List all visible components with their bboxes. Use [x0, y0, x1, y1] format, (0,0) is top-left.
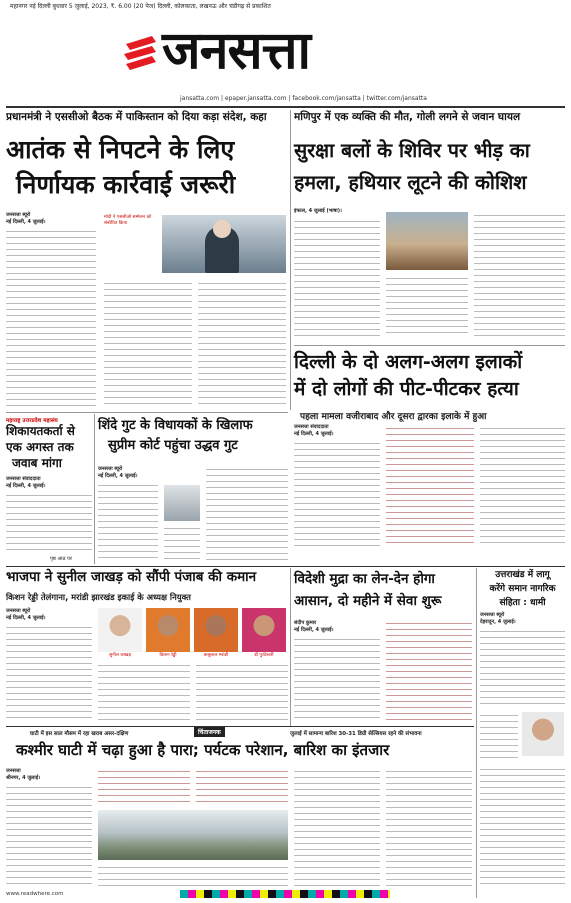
kashmir-tag: चिंताजनक: [194, 727, 225, 737]
epaper-link[interactable]: epaper.jansatta.com: [224, 95, 287, 102]
lead-headline-2: निर्णायक कार्रवाई जरूरी: [16, 170, 236, 199]
mid-rule: [6, 566, 565, 567]
bjp-divider: [290, 568, 291, 726]
registration-marks: [180, 890, 390, 898]
wrestlers-headline-1: शिकायतकर्ता से: [6, 424, 75, 438]
caption-jakhar: सुनील जाखड़: [109, 653, 131, 658]
uttarakhand-headline-2: करेंगे समान नागरिक: [489, 584, 556, 594]
uttarakhand-byline: जनसत्ता ब्यूरो देहरादून, 4 जुलाई।: [480, 612, 516, 625]
kashmir-body: [6, 784, 92, 886]
kashmir-body-3: [196, 768, 288, 806]
facebook-link[interactable]: facebook.com/jansatta: [292, 95, 361, 102]
logo-emblem: [122, 34, 160, 78]
supreme-court-photo: [164, 485, 200, 521]
twitter-link[interactable]: twitter.com/jansatta: [366, 95, 427, 102]
lead-byline: जनसत्ता ब्यूरो नई दिल्ली, 4 जुलाई।: [6, 212, 46, 225]
wrestlers-headline-2: एक अगस्त तक: [6, 440, 74, 454]
manipur-body: [294, 218, 380, 338]
masthead-rule: [6, 106, 565, 108]
manipur-byline: इंफाल, 4 जुलाई (भाषा)।: [294, 208, 342, 214]
shinde-headline-1: शिंदे गुट के विधायकों के खिलाफ: [98, 418, 253, 433]
wrestlers-byline: जनसत्ता संवाददाता नई दिल्ली, 4 जुलाई।: [6, 476, 46, 489]
currency-byline: संदीप कुमार नई दिल्ली, 4 जुलाई।: [294, 620, 334, 633]
wrestlers-kicker: महाराष्ट्र उत्तरप्रदेश महासंघ: [6, 418, 58, 424]
bjp-subhead: किशन रेड्डी तेलंगाना, मरांडी झारखंड इकाई के अध्यक्ष नियुक्त: [6, 592, 191, 602]
caption-purandeswari: डी पुरंदेश्वरी: [254, 653, 274, 658]
wrestlers-headline-3: जवाब मांगा: [12, 456, 62, 470]
shinde-byline: जनसत्ता ब्यूरो नई दिल्ली, 4 जुलाई।: [98, 466, 138, 479]
uttarakhand-body: [480, 628, 565, 708]
bjp-body-3: [196, 662, 288, 720]
pm-face-icon: [213, 220, 231, 238]
kashmir-strap-left: घाटी में इस साल मौसम में रहा खराब असर-दक्षिण: [30, 731, 129, 737]
manipur-photo: [386, 212, 468, 270]
bjp-body: [6, 624, 92, 720]
delhi-headline-1: दिल्ली के दो अलग-अलग इलाकों: [294, 351, 523, 373]
wrestlers-divider: [94, 414, 95, 564]
lead-body-2: [104, 280, 192, 408]
bjp-body-2: [98, 662, 190, 720]
delhi-headline-2: में दो लोगों की पीट-पीटकर हत्या: [294, 378, 519, 400]
shinde-body: [98, 482, 158, 562]
currency-headline-2: आसान, दो महीने में सेवा शुरू: [294, 593, 442, 609]
lead-photo-caption: मोदी ने एससीओ सम्मेलन को संबोधित किया: [104, 215, 152, 226]
caption-marandi: बाबूलाल मरांडी: [203, 653, 229, 658]
delhi-body-3: [480, 425, 565, 548]
kashmir-headline: कश्मीर घाटी में चढ़ा हुआ है पारा; पर्यटक परेशान, बारिश का इंतजार: [16, 741, 390, 759]
delhi-body-2: [386, 425, 474, 548]
currency-body: [294, 636, 380, 722]
uttarakhand-divider: [476, 568, 477, 898]
masthead-logo: जनसत्ता: [162, 20, 310, 81]
delhi-body: [294, 440, 380, 548]
kashmir-strap-right: जुलाई में सामान्य बारिश 30-31 डिग्री सेल्सियस रहने की संभावना: [290, 731, 422, 737]
manipur-headline-2: हमला, हथियार लूटने की कोशिश: [294, 171, 527, 194]
manipur-body-2: [386, 275, 468, 338]
uttarakhand-headline-1: उत्तराखंड में लागू: [495, 570, 550, 580]
kashmir-body-6: [386, 768, 472, 886]
column-divider: [290, 110, 291, 410]
currency-body-2: [386, 620, 472, 722]
lead-kicker: प्रधानमंत्री ने एससीओ बैठक में पाकिस्तान को दिया कड़ा संदेश, कहा: [6, 111, 267, 123]
kashmir-rule: [6, 726, 474, 727]
currency-headline-1: विदेशी मुद्रा का लेन-देन होगा: [294, 571, 435, 587]
lead-headline-1: आतंक से निपटने के लिए: [6, 135, 235, 164]
lead-body: [6, 228, 96, 408]
portrait-reddy: [146, 608, 190, 652]
manipur-headline-1: सुरक्षा बलों के शिविर पर भीड़ का: [294, 139, 530, 162]
uttarakhand-body-3: [480, 766, 565, 886]
site-link[interactable]: jansatta.com: [180, 95, 220, 102]
kashmir-body-2: [98, 768, 190, 806]
dateline: महानगर नई दिल्ली बुधवार 5 जुलाई, 2023, ₹. 6.00 (20 पेज) दिल्ली, कोलकाता, लखनऊ और चंडीगढ़ से प्रकाशित: [10, 3, 271, 10]
kashmir-byline: जनसत्ता श्रीनगर, 4 जुलाई।: [6, 768, 41, 781]
manipur-body-3: [474, 212, 565, 338]
caption-reddy: किशन रेड्डी: [159, 653, 177, 658]
delhi-subhead: पहला मामला वजीराबाद और दूसरा द्वारका इलाके में हुआ: [300, 412, 487, 422]
shinde-headline-2: सुप्रीम कोर्ट पहुंचा उद्धव गुट: [108, 438, 238, 453]
portrait-purandeswari: [242, 608, 286, 652]
portrait-marandi: [194, 608, 238, 652]
uttarakhand-headline-3: संहिता : धामी: [499, 598, 546, 608]
delhi-byline: जनसत्ता संवाददाता नई दिल्ली, 4 जुलाई।: [294, 424, 334, 437]
kashmir-body-4: [98, 864, 288, 886]
wrestlers-more-link[interactable]: पृष्ठ आठ पर: [50, 556, 72, 562]
wrestlers-rule: [6, 412, 288, 413]
wrestlers-body: [6, 492, 92, 554]
bjp-headline: भाजपा ने सुनील जाखड़ को सौंपी पंजाब की कमान: [6, 569, 257, 585]
kashmir-photo: [98, 810, 288, 860]
shinde-body-2: [164, 525, 200, 562]
kashmir-body-5: [294, 768, 380, 886]
bjp-byline: जनसत्ता ब्यूरो नई दिल्ली, 4 जुलाई।: [6, 608, 46, 621]
jansatta-logo-icon: [122, 34, 160, 78]
lead-body-3: [198, 280, 286, 408]
masthead-links: jansatta.com | epaper.jansatta.com | facebook.com/jansatta | twitter.com/jansatta: [180, 95, 427, 102]
uttarakhand-body-2: [480, 712, 518, 762]
portrait-jakhar: [98, 608, 142, 652]
shinde-body-3: [206, 466, 288, 562]
manipur-kicker: मणिपुर में एक व्यक्ति की मौत, गोली लगने से जवान घायल: [294, 111, 521, 123]
delhi-rule: [294, 345, 565, 346]
dhami-photo: [522, 712, 564, 756]
footer-site: www.readwhere.com: [6, 891, 64, 897]
